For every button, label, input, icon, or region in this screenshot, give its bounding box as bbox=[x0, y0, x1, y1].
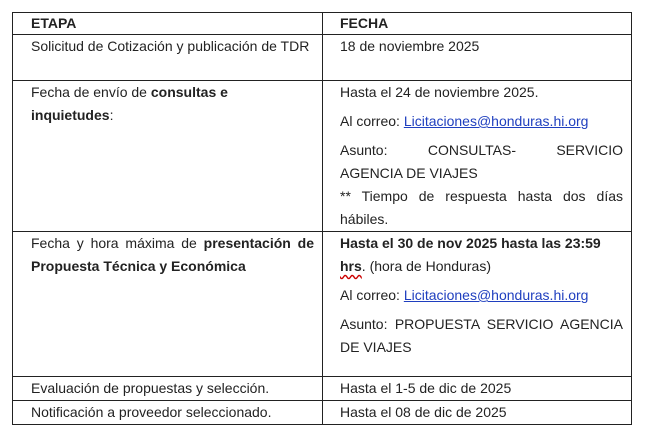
schedule-table bbox=[12, 12, 632, 425]
note-text: ** Tiempo de respuesta hasta dos días hábiles. bbox=[340, 188, 623, 227]
header-stage: ETAPA bbox=[13, 13, 323, 35]
subject-text: Asunto: PROPUESTA SERVICIO AGENCIA DE VIAJES bbox=[340, 316, 623, 355]
stage-cell: Solicitud de Cotización y publicación de TDR bbox=[13, 35, 323, 81]
stage-cell bbox=[13, 232, 323, 377]
hrs-rest: . (hora de Honduras) bbox=[361, 258, 491, 274]
table-header-row bbox=[13, 13, 632, 35]
subject-part1: CONSULTAS- bbox=[427, 142, 516, 158]
table-row bbox=[13, 81, 632, 232]
table-row bbox=[13, 401, 632, 425]
hrs-text: hrs bbox=[340, 258, 362, 274]
stage-text: Fecha y hora máxima de bbox=[31, 235, 204, 251]
stage-bold-text: consultas e inquietudes bbox=[31, 84, 228, 123]
subject-label: Asunto: bbox=[340, 142, 388, 158]
email-label: Al correo: bbox=[340, 287, 404, 303]
stage-cell: Evaluación de propuestas y selección. bbox=[13, 377, 323, 401]
email-link[interactable]: Licitaciones@honduras.hi.org bbox=[403, 287, 589, 303]
stage-suffix: : bbox=[109, 107, 114, 123]
date-cell bbox=[323, 81, 632, 232]
subject-line bbox=[340, 139, 623, 162]
date-cell: 18 de noviembre 2025 bbox=[323, 35, 632, 81]
table-row bbox=[13, 35, 632, 81]
header-date: FECHA bbox=[323, 13, 632, 35]
stage-cell bbox=[13, 81, 323, 232]
subject-part2: SERVICIO bbox=[556, 142, 623, 158]
stage-bold-text: presentación de Propuesta Técnica y Económica bbox=[31, 235, 314, 274]
subject-line2: AGENCIA DE VIAJES bbox=[340, 165, 478, 181]
deadline-line bbox=[340, 232, 623, 278]
date-cell: Hasta el 08 de dic de 2025 bbox=[323, 401, 632, 425]
email-label: Al correo: bbox=[340, 113, 404, 129]
table-row bbox=[13, 377, 632, 401]
table-row bbox=[13, 232, 632, 377]
date-cell: Hasta el 1-5 de dic de 2025 bbox=[323, 377, 632, 401]
stage-text: Fecha de envío de bbox=[31, 84, 151, 100]
stage-cell: Notificación a proveedor seleccionado. bbox=[13, 401, 323, 425]
deadline-bold: Hasta el 30 de nov 2025 hasta las 23:59 bbox=[340, 235, 601, 251]
deadline-text: Hasta el 24 de noviembre 2025. bbox=[340, 84, 539, 100]
email-link[interactable]: Licitaciones@honduras.hi.org bbox=[403, 113, 589, 129]
date-cell bbox=[323, 232, 632, 377]
email-line bbox=[340, 284, 623, 307]
email-line bbox=[340, 110, 623, 133]
